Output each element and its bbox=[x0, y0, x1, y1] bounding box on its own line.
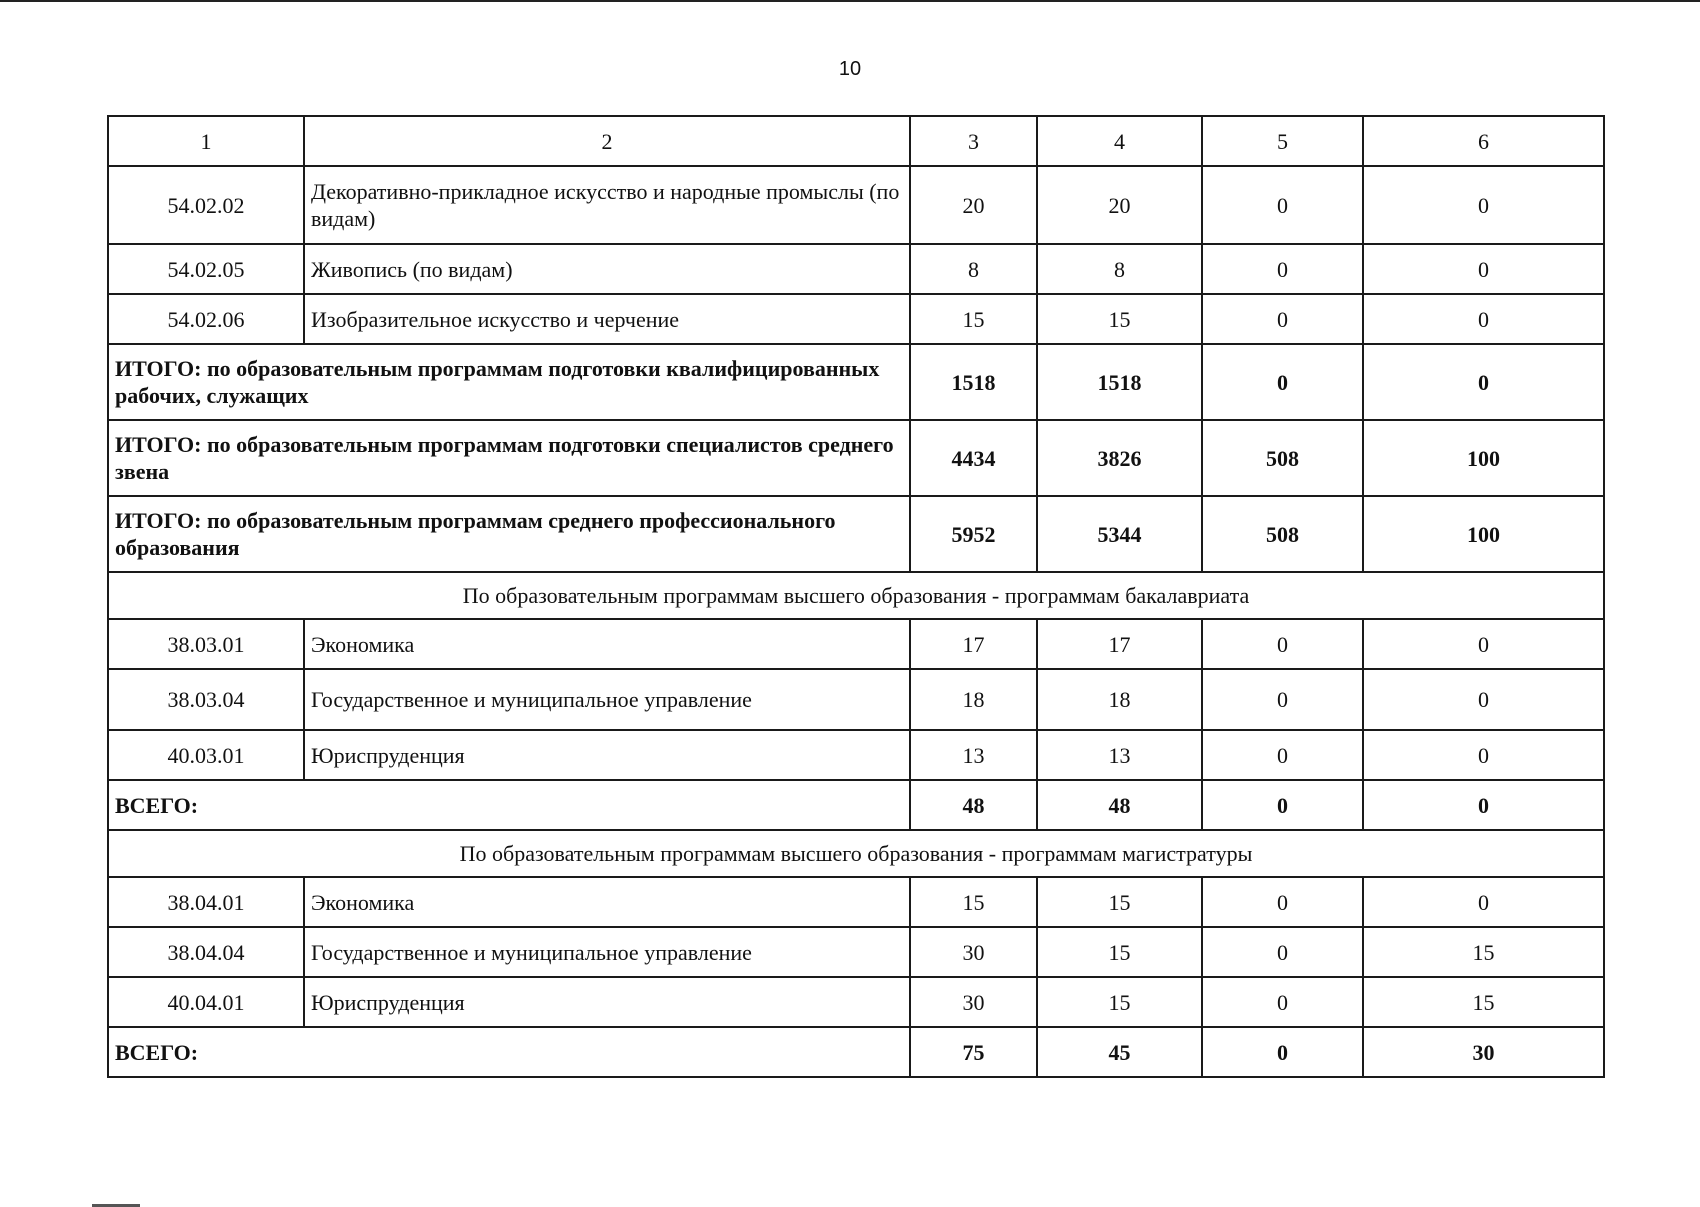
table-row bbox=[108, 927, 1604, 977]
value-col4: 13 bbox=[1037, 730, 1202, 780]
value-col5: 0 bbox=[1202, 927, 1363, 977]
table-row bbox=[108, 294, 1604, 344]
subtotal-col4: 45 bbox=[1037, 1027, 1202, 1077]
total-row bbox=[108, 420, 1604, 496]
header-cell: 5 bbox=[1202, 116, 1363, 166]
section-title-bachelor: По образовательным программам высшего образования - программам бакалавриата bbox=[108, 572, 1604, 619]
header-cell: 4 bbox=[1037, 116, 1202, 166]
subtotal-col6: 30 bbox=[1363, 1027, 1604, 1077]
value-col5: 0 bbox=[1202, 244, 1363, 294]
program-code: 40.04.01 bbox=[108, 977, 304, 1027]
program-name: Изобразительное искусство и черчение bbox=[304, 294, 910, 344]
value-col3: 15 bbox=[910, 877, 1037, 927]
top-rule bbox=[0, 0, 1700, 2]
value-col4: 20 bbox=[1037, 166, 1202, 244]
value-col6: 15 bbox=[1363, 977, 1604, 1027]
program-code: 38.04.01 bbox=[108, 877, 304, 927]
program-code: 38.03.01 bbox=[108, 619, 304, 669]
program-name: Государственное и муниципальное управление bbox=[304, 927, 910, 977]
program-code: 38.04.04 bbox=[108, 927, 304, 977]
program-name: Юриспруденция bbox=[304, 730, 910, 780]
value-col4: 15 bbox=[1037, 294, 1202, 344]
subtotal-label: ВСЕГО: bbox=[108, 1027, 910, 1077]
total-label: ИТОГО: по образовательным программам подготовки квалифицированных рабочих, служащих bbox=[108, 344, 910, 420]
value-col5: 0 bbox=[1202, 977, 1363, 1027]
program-name: Экономика bbox=[304, 619, 910, 669]
total-row bbox=[108, 344, 1604, 420]
program-code: 54.02.05 bbox=[108, 244, 304, 294]
total-col6: 0 bbox=[1363, 344, 1604, 420]
statistics-table bbox=[107, 115, 1605, 1078]
total-col5: 508 bbox=[1202, 496, 1363, 572]
total-col3: 4434 bbox=[910, 420, 1037, 496]
value-col3: 30 bbox=[910, 927, 1037, 977]
section-header-row bbox=[108, 830, 1604, 877]
total-col4: 3826 bbox=[1037, 420, 1202, 496]
subtotal-col3: 48 bbox=[910, 780, 1037, 830]
value-col5: 0 bbox=[1202, 730, 1363, 780]
total-col4: 1518 bbox=[1037, 344, 1202, 420]
total-col5: 0 bbox=[1202, 344, 1363, 420]
program-name: Государственное и муниципальное управление bbox=[304, 669, 910, 730]
program-code: 54.02.06 bbox=[108, 294, 304, 344]
value-col6: 0 bbox=[1363, 619, 1604, 669]
value-col4: 15 bbox=[1037, 877, 1202, 927]
column-number-row bbox=[108, 116, 1604, 166]
value-col5: 0 bbox=[1202, 619, 1363, 669]
header-cell: 6 bbox=[1363, 116, 1604, 166]
table-row bbox=[108, 244, 1604, 294]
section-header-row bbox=[108, 572, 1604, 619]
total-col6: 100 bbox=[1363, 420, 1604, 496]
subtotal-col6: 0 bbox=[1363, 780, 1604, 830]
program-code: 38.03.04 bbox=[108, 669, 304, 730]
table-row bbox=[108, 977, 1604, 1027]
page-number: 10 bbox=[838, 58, 862, 80]
total-label: ИТОГО: по образовательным программам среднего профессионального образования bbox=[108, 496, 910, 572]
table-row bbox=[108, 877, 1604, 927]
table-row bbox=[108, 166, 1604, 244]
total-col6: 100 bbox=[1363, 496, 1604, 572]
total-col4: 5344 bbox=[1037, 496, 1202, 572]
value-col6: 0 bbox=[1363, 669, 1604, 730]
program-name: Живопись (по видам) bbox=[304, 244, 910, 294]
value-col3: 13 bbox=[910, 730, 1037, 780]
total-col3: 5952 bbox=[910, 496, 1037, 572]
value-col4: 15 bbox=[1037, 927, 1202, 977]
subtotal-col5: 0 bbox=[1202, 780, 1363, 830]
total-col5: 508 bbox=[1202, 420, 1363, 496]
total-col3: 1518 bbox=[910, 344, 1037, 420]
value-col6: 0 bbox=[1363, 244, 1604, 294]
value-col6: 0 bbox=[1363, 730, 1604, 780]
value-col3: 8 bbox=[910, 244, 1037, 294]
value-col4: 18 bbox=[1037, 669, 1202, 730]
table-row bbox=[108, 669, 1604, 730]
program-name: Юриспруденция bbox=[304, 977, 910, 1027]
value-col6: 0 bbox=[1363, 294, 1604, 344]
value-col5: 0 bbox=[1202, 669, 1363, 730]
header-cell: 3 bbox=[910, 116, 1037, 166]
subtotal-row bbox=[108, 780, 1604, 830]
subtotal-col4: 48 bbox=[1037, 780, 1202, 830]
value-col3: 15 bbox=[910, 294, 1037, 344]
value-col4: 17 bbox=[1037, 619, 1202, 669]
total-label: ИТОГО: по образовательным программам подготовки специалистов среднего звена bbox=[108, 420, 910, 496]
subtotal-col5: 0 bbox=[1202, 1027, 1363, 1077]
header-cell: 2 bbox=[304, 116, 910, 166]
program-code: 54.02.02 bbox=[108, 166, 304, 244]
value-col3: 17 bbox=[910, 619, 1037, 669]
program-name: Декоративно-прикладное искусство и народные промыслы (по видам) bbox=[304, 166, 910, 244]
value-col5: 0 bbox=[1202, 877, 1363, 927]
section-title-master: По образовательным программам высшего образования - программам магистратуры bbox=[108, 830, 1604, 877]
value-col3: 18 bbox=[910, 669, 1037, 730]
value-col3: 30 bbox=[910, 977, 1037, 1027]
total-row bbox=[108, 496, 1604, 572]
value-col4: 15 bbox=[1037, 977, 1202, 1027]
table-row bbox=[108, 619, 1604, 669]
value-col5: 0 bbox=[1202, 294, 1363, 344]
value-col3: 20 bbox=[910, 166, 1037, 244]
value-col6: 0 bbox=[1363, 166, 1604, 244]
value-col5: 0 bbox=[1202, 166, 1363, 244]
subtotal-row bbox=[108, 1027, 1604, 1077]
value-col4: 8 bbox=[1037, 244, 1202, 294]
subtotal-col3: 75 bbox=[910, 1027, 1037, 1077]
value-col6: 0 bbox=[1363, 877, 1604, 927]
value-col6: 15 bbox=[1363, 927, 1604, 977]
header-cell: 1 bbox=[108, 116, 304, 166]
program-name: Экономика bbox=[304, 877, 910, 927]
subtotal-label: ВСЕГО: bbox=[108, 780, 910, 830]
table-row bbox=[108, 730, 1604, 780]
program-code: 40.03.01 bbox=[108, 730, 304, 780]
